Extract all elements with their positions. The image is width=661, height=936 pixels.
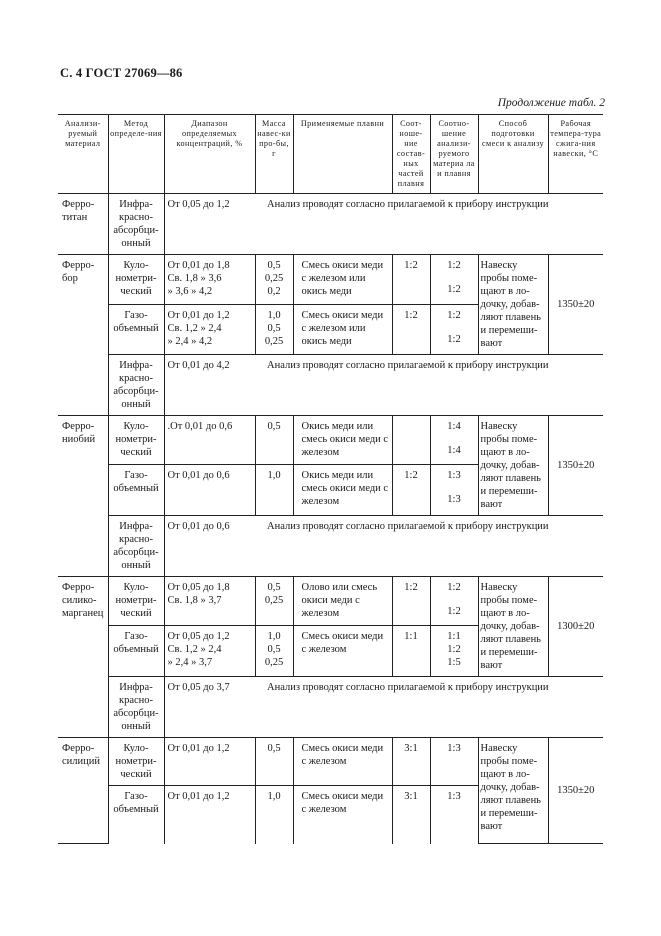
mass-cell [255,577,293,626]
column-header: Метод определе-ния [108,115,164,194]
ratio-line: 3:1 [404,791,418,802]
ratio-line: 1:2 [447,284,461,295]
flux-ratio-cell [392,464,430,515]
ratio-line: 1:3 [447,469,461,481]
mass-line: 0,5 [267,582,281,593]
mass-line: 1,0 [267,791,281,802]
material-ratio-cell [430,786,478,844]
temperature-cell: 1350±20 [548,416,603,516]
material-cell: Ферро-силико-марганец [58,577,108,738]
range-cell [164,464,255,515]
column-header: Масса навес-ки про-бы, г [255,115,293,194]
range-line: От 0,01 до 1,8 [167,260,230,271]
ratio-line: 1:2 [404,310,418,321]
material-ratio-cell [430,416,478,465]
mass-line: 0,25 [264,336,284,347]
ratio-line: 1:3 [447,743,461,754]
temperature-cell: 1300±20 [548,577,603,677]
preparation-cell: Навеску пробы поме-щают в ло-дочку, добав-ляют плавень и перемеши-вают [478,577,548,677]
flux-ratio-cell [392,625,430,676]
preparation-cell: Навеску пробы поме-щают в ло-дочку, добав-ляют плавень и перемеши-вают [478,416,548,516]
column-header: Рабочая темпера-тура сжига-ния навески, °С [548,115,603,194]
range-cell [164,786,255,844]
table-header-row [58,115,603,194]
range-line: Св. 1,2 » 2,4 [167,643,222,655]
mass-line: 0,2 [267,286,281,297]
mass-line: 0,5 [267,260,281,271]
range-cell [164,677,255,738]
column-header: Диапазон определяемых концентраций, % [164,115,255,194]
preparation-cell: Навеску пробы поме-щают в ло-дочку, добав-ляют плавень и перемеши-вают [478,738,548,844]
method-cell: Куло-нометри-ческий [108,416,164,465]
page-header: С. 4 ГОСТ 27069—86 [60,66,183,80]
ratio-line: 1:2 [404,260,418,271]
flux-cell: Смесь окиси меди с железом [293,738,392,786]
method-cell: Куло-нометри-ческий [108,738,164,786]
ratio-line: 1:2 [447,334,461,345]
column-header: Анализи-руемый материал [58,115,108,194]
range-line: От 0,01 до 1,2 [167,743,230,754]
range-line: » 2,4 » 3,7 [167,656,213,668]
mass-line: 0,25 [264,656,284,668]
method-cell: Инфра-красно-абсорбци-онный [108,194,164,255]
table-row [58,738,603,786]
ratio-line: 1:2 [447,310,461,321]
mass-cell [255,305,293,355]
range-cell [164,255,255,305]
range-cell [164,194,255,255]
table-row [58,577,603,626]
mass-cell [255,625,293,676]
flux-cell: Смесь окиси меди с железом [293,625,392,676]
preparation-cell: Навеску пробы поме-щают в ло-дочку, добав-ляют плавень и перемеши-вают [478,255,548,355]
methods-table [58,114,603,844]
range-line: .От 0,01 до 0,6 [167,421,233,432]
column-header: Соотно-шение анализи-руемого материа ла и плавня [430,115,478,194]
table-continuation-label: Продолжение табл. 2 [497,97,605,109]
range-cell [164,738,255,786]
table-row [58,416,603,465]
range-cell [164,577,255,626]
flux-cell: Смесь окиси меди с железом или окись меди [293,255,392,305]
method-cell: Куло-нометри-ческий [108,577,164,626]
range-line: От 0,05 до 1,2 [167,199,230,210]
flux-ratio-cell [392,416,430,465]
material-ratio-cell [430,738,478,786]
flux-cell: Окись меди или смесь окиси меди с железом [293,416,392,465]
range-line: От 0,01 до 1,2 [167,310,230,321]
flux-ratio-cell [392,786,430,844]
ratio-line: 1:2 [447,582,461,593]
material-ratio-cell [430,625,478,676]
column-header: Применяемые плавни [293,115,392,194]
note-cell: Анализ проводят согласно прилагаемой к прибору инструкции [255,355,603,416]
ratio-line: 1:3 [447,791,461,802]
flux-cell: Олово или смесь окиси меди с железом [293,577,392,626]
range-line: Св. 1,8 » 3,7 [167,595,222,606]
table-row [58,194,603,255]
range-cell [164,416,255,465]
ratio-line: 1:4 [447,421,461,432]
ratio-line: 1:1 [447,630,461,642]
method-cell: Газо-объемный [108,464,164,515]
flux-cell: Смесь окиси меди с железом или окись меди [293,305,392,355]
ratio-line: 1:2 [404,469,418,481]
range-line: От 0,01 до 0,6 [167,521,230,532]
mass-cell [255,786,293,844]
mass-line: 1,0 [267,630,281,642]
ratio-line: 1:2 [447,643,461,655]
mass-line: 0,5 [267,743,281,754]
mass-cell [255,738,293,786]
ratio-line: 1:2 [404,582,418,593]
range-line: От 0,01 до 0,6 [167,469,230,481]
table-row [58,516,603,577]
column-header: Способ подготовки смеси к анализу [478,115,548,194]
method-cell: Инфра-красно-абсорбци-онный [108,516,164,577]
material-ratio-cell [430,255,478,305]
temperature-cell: 1350±20 [548,255,603,355]
ratio-line: 1:2 [447,606,461,617]
table-row [58,677,603,738]
method-cell: Инфра-красно-абсорбци-онный [108,355,164,416]
mass-line: 1,0 [267,310,281,321]
flux-cell: Окись меди или смесь окиси меди с железом [293,464,392,515]
flux-cell: Смесь окиси меди с железом [293,786,392,844]
ratio-line: 1:1 [404,630,418,642]
mass-cell [255,464,293,515]
flux-ratio-cell [392,577,430,626]
range-line: » 2,4 » 4,2 [167,336,213,347]
range-cell [164,625,255,676]
table-body [58,194,603,844]
range-line: От 0,05 до 3,7 [167,682,230,693]
range-cell [164,305,255,355]
mass-line: 1,0 [267,469,281,481]
ratio-line: 1:4 [447,445,461,456]
table-row [58,355,603,416]
mass-line: 0,5 [267,323,281,334]
material-ratio-cell [430,305,478,355]
ratio-line: 1:3 [447,493,461,505]
range-line: От 0,01 до 4,2 [167,360,230,371]
mass-line: 0,5 [267,421,281,432]
column-header: Соот-ноше-ние состав-ных частей плавня [392,115,430,194]
mass-line: 0,25 [264,273,284,284]
range-line: Св. 1,8 » 3,6 [167,273,222,284]
flux-ratio-cell [392,738,430,786]
method-cell: Газо-объемный [108,625,164,676]
material-ratio-cell [430,577,478,626]
range-line: Св. 1,2 » 2,4 [167,323,222,334]
method-cell: Инфра-красно-абсорбци-онный [108,677,164,738]
method-cell: Газо-объемный [108,786,164,844]
method-cell: Газо-объемный [108,305,164,355]
table-row [58,255,603,305]
mass-line: 0,5 [267,643,281,655]
ratio-line: 1:5 [447,656,461,668]
range-cell [164,355,255,416]
material-cell: Ферро-силиций [58,738,108,844]
temperature-cell: 1350±20 [548,738,603,844]
method-cell: Куло-нометри-ческий [108,255,164,305]
ratio-line: 3:1 [404,743,418,754]
mass-cell [255,255,293,305]
note-cell: Анализ проводят согласно прилагаемой к прибору инструкции [255,516,603,577]
material-cell: Ферро-титан [58,194,108,255]
note-cell: Анализ проводят согласно прилагаемой к прибору инструкции [255,677,603,738]
material-ratio-cell [430,464,478,515]
flux-ratio-cell [392,305,430,355]
range-line: От 0,01 до 1,2 [167,791,230,802]
material-cell: Ферро-ниобий [58,416,108,577]
range-line: От 0,05 до 1,8 [167,582,230,593]
ratio-line: 1:2 [447,260,461,271]
mass-cell [255,416,293,465]
range-cell [164,516,255,577]
note-cell: Анализ проводят согласно прилагаемой к прибору инструкции [255,194,603,255]
mass-line: 0,25 [264,595,284,606]
range-line: От 0,05 до 1,2 [167,630,230,642]
range-line: » 3,6 » 4,2 [167,286,213,297]
flux-ratio-cell [392,255,430,305]
material-cell: Ферро-бор [58,255,108,416]
